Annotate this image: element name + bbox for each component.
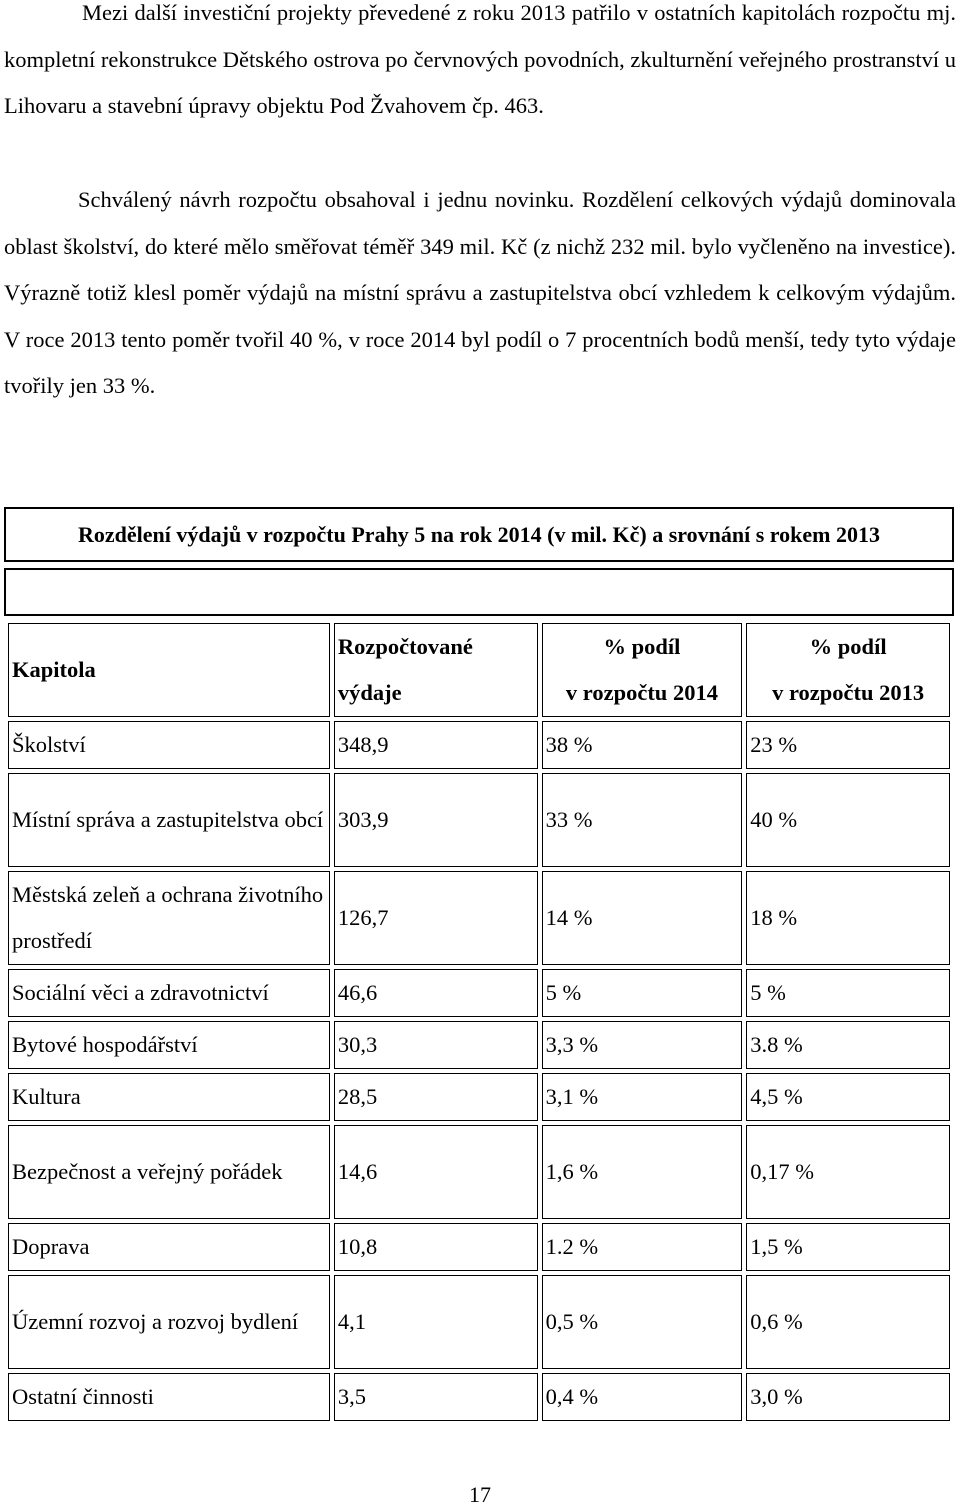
cell-vydaje: 303,9 [334,773,538,867]
table-title: Rozdělení výdajů v rozpočtu Prahy 5 na rok 2014 (v mil. Kč) a srovnání s rokem 2013 [4,507,954,562]
cell-podil-2013: 5 % [746,969,950,1017]
cell-podil-2013: 4,5 % [746,1073,950,1121]
table-row [8,1073,950,1121]
header-podil-2014-line1: % podíl [603,634,681,659]
table-title-spacer [4,568,954,616]
table-row [8,721,950,769]
header-kapitola: Kapitola [8,623,330,717]
cell-kapitola: Městská zeleň a ochrana životního prostředí [8,871,330,965]
table-row [8,773,950,867]
header-podil-2013 [746,623,950,717]
header-rozpoctovane-line1: Rozpočtované [337,634,473,659]
cell-podil-2014: 38 % [542,721,743,769]
cell-podil-2014: 3,3 % [542,1021,743,1069]
cell-podil-2014: 14 % [542,871,743,965]
table-row [8,1021,950,1069]
cell-kapitola: Ostatní činnosti [8,1373,330,1421]
cell-kapitola: Místní správa a zastupitelstva obcí [8,773,330,867]
header-podil-2013-line2: v rozpočtu 2013 [772,680,925,705]
table-row [8,1223,950,1271]
cell-podil-2013: 1,5 % [746,1223,950,1271]
cell-vydaje: 348,9 [334,721,538,769]
table-header-row [8,623,950,717]
cell-vydaje: 30,3 [334,1021,538,1069]
cell-podil-2013: 3,0 % [746,1373,950,1421]
cell-kapitola: Kultura [8,1073,330,1121]
header-podil-2014-line2: v rozpočtu 2014 [565,680,718,705]
cell-podil-2014: 3,1 % [542,1073,743,1121]
cell-podil-2013: 0,17 % [746,1125,950,1219]
cell-vydaje: 28,5 [334,1073,538,1121]
paragraph-budget-novelty: Schválený návrh rozpočtu obsahoval i jednu novinku. Rozdělení celkových výdajů dominovala oblast školství, do které mělo směřovat téměř 349 mil. Kč (z nichž 232 mil. bylo vyčleněno na investice). Výrazně totiž klesl poměr výdajů na místní správu a zastupitelstva obcí vzhledem k celkovým výdajům. V roce 2013 tento poměr tvořil 40 %, v roce 2014 byl podíl o 7 procentních bodů menší, tedy tyto výdaje tvořily jen 33 %. [4,187,956,398]
table-row [8,1125,950,1219]
cell-podil-2013: 3.8 % [746,1021,950,1069]
header-rozpoctovane-line2: výdaje [337,680,402,705]
cell-vydaje: 10,8 [334,1223,538,1271]
cell-podil-2013: 40 % [746,773,950,867]
cell-kapitola: Bezpečnost a veřejný pořádek [8,1125,330,1219]
table-row [8,969,950,1017]
page-number: 17 [469,1482,491,1507]
cell-kapitola: Školství [8,721,330,769]
cell-podil-2014: 33 % [542,773,743,867]
cell-vydaje: 4,1 [334,1275,538,1369]
cell-vydaje: 3,5 [334,1373,538,1421]
cell-podil-2014: 0,4 % [542,1373,743,1421]
paragraph-investment-projects: Mezi další investiční projekty převedené z roku 2013 patřilo v ostatních kapitolách rozpočtu mj. kompletní rekonstrukce Dětského ostrova po červnových povodních, zkulturnění veřejného prostranství u Lihovaru a stavební úpravy objektu Pod Žvahovem čp. 463. [4,0,956,118]
cell-vydaje: 46,6 [334,969,538,1017]
cell-kapitola: Územní rozvoj a rozvoj bydlení [8,1275,330,1369]
cell-podil-2013: 0,6 % [746,1275,950,1369]
header-podil-2013-line1: % podíl [809,634,887,659]
cell-kapitola: Sociální věci a zdravotnictví [8,969,330,1017]
cell-vydaje: 14,6 [334,1125,538,1219]
header-podil-2014 [542,623,743,717]
cell-kapitola: Doprava [8,1223,330,1271]
table-row [8,1275,950,1369]
budget-table [4,619,954,1425]
table-row [8,1373,950,1421]
header-rozpoctovane-vydaje [334,623,538,717]
cell-podil-2013: 23 % [746,721,950,769]
cell-podil-2014: 0,5 % [542,1275,743,1369]
cell-podil-2014: 1.2 % [542,1223,743,1271]
cell-kapitola: Bytové hospodářství [8,1021,330,1069]
cell-podil-2014: 5 % [542,969,743,1017]
cell-podil-2013: 18 % [746,871,950,965]
cell-podil-2014: 1,6 % [542,1125,743,1219]
table-row [8,871,950,965]
cell-vydaje: 126,7 [334,871,538,965]
